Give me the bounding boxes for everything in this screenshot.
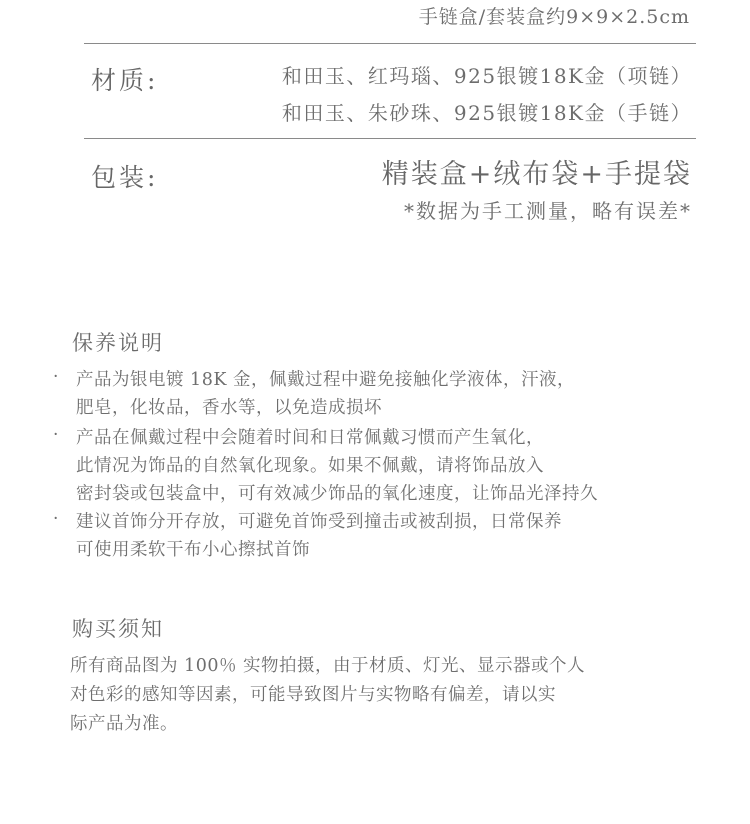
care-item-1-line-1: 产品为银电镀 18K 金，佩戴过程中避免接触化学液体，汗液， — [76, 370, 575, 390]
care-item-2-line-1: 产品在佩戴过程中会随着时间和日常佩戴习惯而产生氧化， — [76, 428, 544, 448]
divider-top — [84, 43, 696, 44]
bullet-icon: · — [53, 367, 59, 387]
care-item-2-line-3: 密封袋或包装盒中，可有效减少饰品的氧化速度，让饰品光泽持久 — [76, 484, 598, 504]
size-spec: 手链盒/套装盒约9×9×2.5cm — [418, 6, 690, 28]
bullet-icon: · — [53, 425, 59, 445]
care-item-2-line-2: 此情况为饰品的自然氧化现象。如果不佩戴，请将饰品放入 — [76, 456, 544, 476]
care-item-1-line-2: 肥皂，化妆品，香水等，以免造成损坏 — [76, 398, 382, 418]
packaging-label: 包装: — [91, 163, 159, 192]
bullet-icon: · — [53, 509, 59, 529]
purchase-line-1: 所有商品图为 100％ 实物拍摄，由于材质、灯光、显示器或个人 — [70, 656, 586, 676]
care-item-3-line-1: 建议首饰分开存放，可避免首饰受到撞击或被刮损，日常保养 — [76, 512, 562, 532]
material-bracelet: 和田玉、朱砂珠、925银镀18K金（手链） — [281, 101, 692, 125]
purchase-line-2: 对色彩的感知等因素，可能导致图片与实物略有偏差，请以实 — [70, 685, 556, 705]
purchase-line-3: 际产品为准。 — [70, 714, 178, 734]
care-title: 保养说明 — [72, 331, 164, 355]
care-item-3-line-2: 可使用柔软干布小心擦拭首饰 — [76, 540, 310, 560]
material-label: 材质: — [91, 66, 159, 95]
divider-middle — [84, 138, 696, 139]
measurement-note: *数据为手工测量，略有误差* — [404, 199, 692, 223]
packaging-value: 精装盒+绒布袋+手提袋 — [381, 159, 692, 190]
material-necklace: 和田玉、红玛瑙、925银镀18K金（项链） — [281, 64, 692, 88]
purchase-title: 购买须知 — [72, 617, 164, 641]
